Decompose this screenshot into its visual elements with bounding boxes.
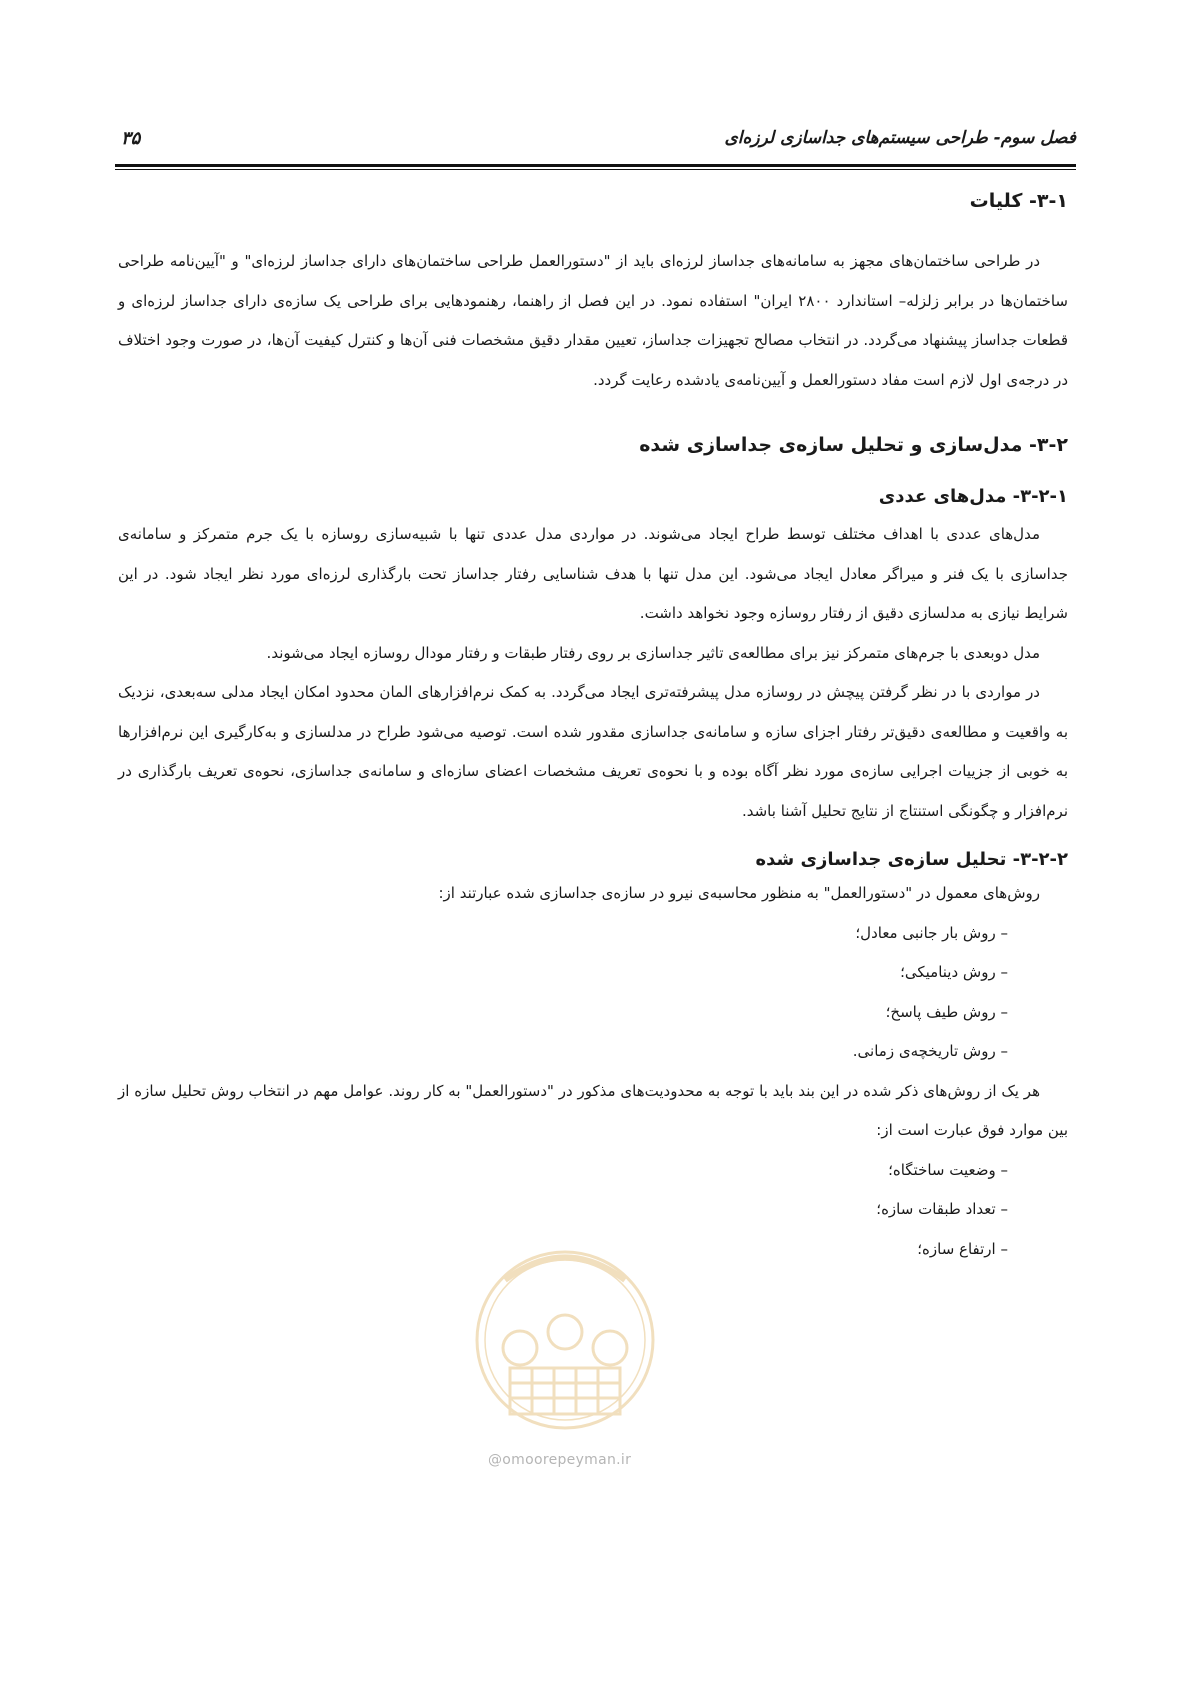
list-item: – روش طیف پاسخ؛ [885,1002,1008,1021]
header-rule [115,164,1076,167]
paragraph-numerical-models-3: در مواردی با در نظر گرفتن پیچش در روسازه مدل پیشرفته‌تری ایجاد می‌گردد. به کمک نرم‌افزارهای المان محدود امکان ایجاد مدلی سه‌بعدی، نزدیک به واقعیت و مطالعه‌ی دقیق‌تر رفتار اجزای سازه و سامانه‌ی جداسازی مقدور شده است. توصیه می‌شود طراح در مدلسازی و به‌کارگیری این نرم‌افزارها به خوبی از جزییات اجرایی سازه‌ی مورد نظر آگاه بوده و با نحوه‌ی تعریف مشخصات اعضای سازه‌ای و سامانه‌ی جداسازی، نحوه‌ی تعریف بارگذاری در نرم‌افزار و چگونگی استنتاج از نتایج تحلیل آشنا باشد. [118,683,1068,820]
page-header [115,128,1076,162]
watermark-url: @omoorepeyman.ir [488,1452,632,1468]
watermark-logo [470,1240,660,1440]
subsection-heading-analysis: ۳-۲-۲- تحلیل سازه‌ی جداسازی شده [755,849,1068,870]
list-item: – تعداد طبقات سازه؛ [876,1200,1008,1218]
paragraph-analysis-intro: روش‌های معمول در "دستورالعمل" به منظور محاسبه‌ی نیرو در سازه‌ی جداسازی شده عبارتند از: [438,884,1040,902]
section-heading-modeling: ۳-۲- مدل‌سازی و تحلیل سازه‌ی جداسازی شده [639,434,1068,456]
list-item: – روش تاریخچه‌ی زمانی. [852,1042,1008,1060]
paragraph-numerical-models-2: مدل دوبعدی با جرم‌های متمرکز نیز برای مطالعه‌ی تاثیر جداسازی بر روی رفتار طبقات و رفتار مودال روسازه ایجاد می‌شوند. [266,643,1040,662]
list-item: – روش دینامیکی؛ [900,963,1008,981]
page-body [118,190,1068,1269]
page-number: ۳۵ [121,128,141,149]
section-heading-general: ۳-۱- کلیات [969,190,1068,212]
analysis-methods-list [118,914,1068,1072]
paragraph-analysis-selection: هر یک از روش‌های ذکر شده در این بند باید با توجه به محدودیت‌های مذکور در "دستورالعمل" به کار روند. عوامل مهم در انتخاب روش تحلیل سازه از بین موارد فوق عبارت است از: [118,1081,1068,1139]
subsection-heading-numerical-models: ۳-۲-۱- مدل‌های عددی [878,486,1068,507]
list-item: – وضعیت ساختگاه؛ [888,1160,1008,1179]
paragraph-numerical-models-1: مدل‌های عددی با اهداف مختلف توسط طراح ایجاد می‌شوند. در مواردی مدل عددی تنها با شبیه‌سازی روسازه با یک جرم متمرکز و سامانه‌ی جداسازی با یک فنر و میراگر معادل ایجاد می‌شود. این مدل تنها با هدف شناسایی رفتار جداساز تحت بارگذاری لرزه‌ای مورد نظر ایجاد شود. در این شرایط نیازی به مدلسازی دقیق از رفتار روسازه وجود نخواهد داشت. [118,525,1068,622]
header-rule-thin [115,169,1076,170]
chapter-title: فصل سوم- طراحی سیستم‌های جداسازی لرزه‌ای [724,128,1076,148]
list-item: – ارتفاع سازه؛ [917,1239,1008,1258]
paragraph-general: در طراحی ساختمان‌های مجهز به سامانه‌های جداساز لرزه‌ای باید از "دستورالعمل طراحی ساختمان‌های دارای جداساز لرزه‌ای" و "آیین‌نامه طراحی ساختمان‌ها در برابر زلزله– استاندارد ۲۸۰۰ ایران" استفاده نمود. در این فصل از راهنما، رهنمودهایی برای طراحی یک سازه‌ی دارای جداساز لرزه‌ای و قطعات جداساز پیشنهاد می‌گردد. در انتخاب مصالح تجهیزات جداساز، تعیین مقدار دقیق مشخصات فنی آن‌ها و کنترل کیفیت آن‌ها، در صورت وجود اختلاف در درجه‌ی اول لازم است مفاد دستورالعمل و آیین‌نامه‌ی یادشده رعایت گردد. [118,252,1068,389]
list-item: – روش بار جانبی معادل؛ [855,923,1008,942]
